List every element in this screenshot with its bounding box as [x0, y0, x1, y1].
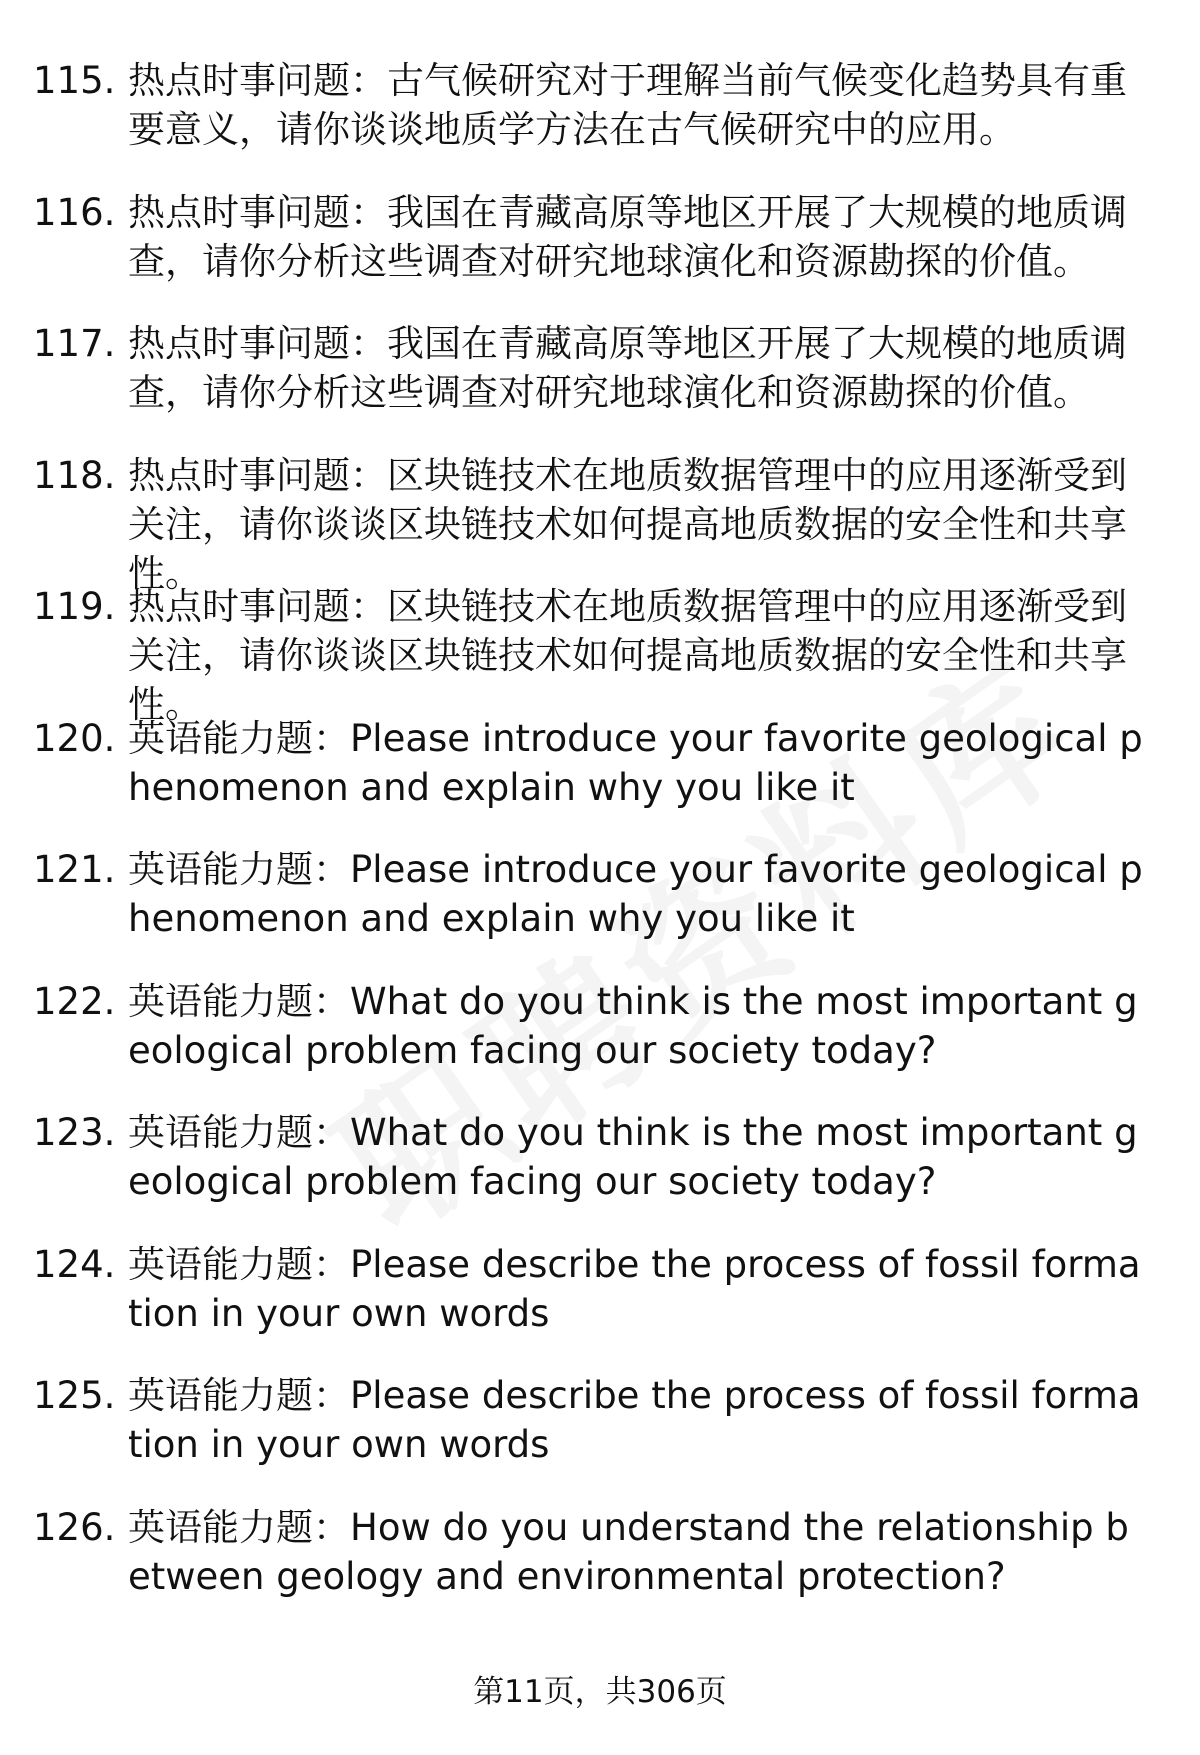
question-number: 116.: [33, 190, 116, 234]
question-list: [0, 56, 1200, 1634]
question-number: 117.: [33, 322, 116, 365]
question-text: 英语能力题：What do you think is the most important geological problem facing our society today?: [128, 1111, 1138, 1203]
question-item: [0, 1108, 1200, 1240]
question-text: 热点时事问题：区块链技术在地质数据管理中的应用逐渐受到关注，请你谈谈区块链技术如何提高地质数据的安全性和共享性。: [128, 585, 1127, 726]
question-item: [0, 1371, 1200, 1503]
page-footer: [0, 1672, 1200, 1712]
question-text: 英语能力题：Please introduce your favorite geological phenomenon and explain why you like it: [128, 848, 1143, 940]
question-number: 125.: [33, 1374, 116, 1417]
question-number: 121.: [33, 848, 116, 891]
question-text: 英语能力题：What do you think is the most important geological problem facing our society today?: [128, 979, 1138, 1072]
question-item: [0, 1503, 1200, 1635]
question-item: [0, 845, 1200, 977]
question-text: 英语能力题：Please describe the process of fossil formation in your own words: [128, 1374, 1141, 1466]
question-item: [0, 582, 1200, 726]
question-number: 123.: [33, 1111, 116, 1154]
question-item: [0, 319, 1200, 451]
question-item: [0, 451, 1200, 595]
question-number: 124.: [33, 1242, 116, 1286]
question-text: 英语能力题：How do you understand the relationship between geology and environmental protection?: [128, 1505, 1129, 1598]
question-item: [0, 977, 1200, 1109]
question-text: 热点时事问题：区块链技术在地质数据管理中的应用逐渐受到关注，请你谈谈区块链技术如何提高地质数据的安全性和共享性。: [128, 453, 1127, 595]
question-item: [0, 56, 1200, 188]
question-number: 126.: [33, 1505, 116, 1549]
question-item: [0, 714, 1200, 846]
question-text: 热点时事问题：我国在青藏高原等地区开展了大规模的地质调查，请你分析这些调查对研究地球演化和资源勘探的价值。: [128, 322, 1127, 414]
question-text: 英语能力题：Please introduce your favorite geological phenomenon and explain why you like it: [128, 716, 1143, 809]
question-text: 英语能力题：Please describe the process of fossil formation in your own words: [128, 1242, 1141, 1335]
question-number: 118.: [33, 453, 116, 497]
question-item: [0, 1240, 1200, 1372]
page-number-label: 第11页，共306页: [473, 1674, 727, 1710]
question-text: 热点时事问题：古气候研究对于理解当前气候变化趋势具有重要意义，请你谈谈地质学方法在古气候研究中的应用。: [128, 59, 1127, 151]
question-number: 119.: [33, 585, 116, 628]
question-number: 122.: [33, 979, 116, 1023]
question-number: 115.: [33, 59, 116, 102]
question-number: 120.: [33, 716, 116, 760]
question-item: [0, 188, 1200, 320]
question-text: 热点时事问题：我国在青藏高原等地区开展了大规模的地质调查，请你分析这些调查对研究地球演化和资源勘探的价值。: [128, 190, 1127, 283]
